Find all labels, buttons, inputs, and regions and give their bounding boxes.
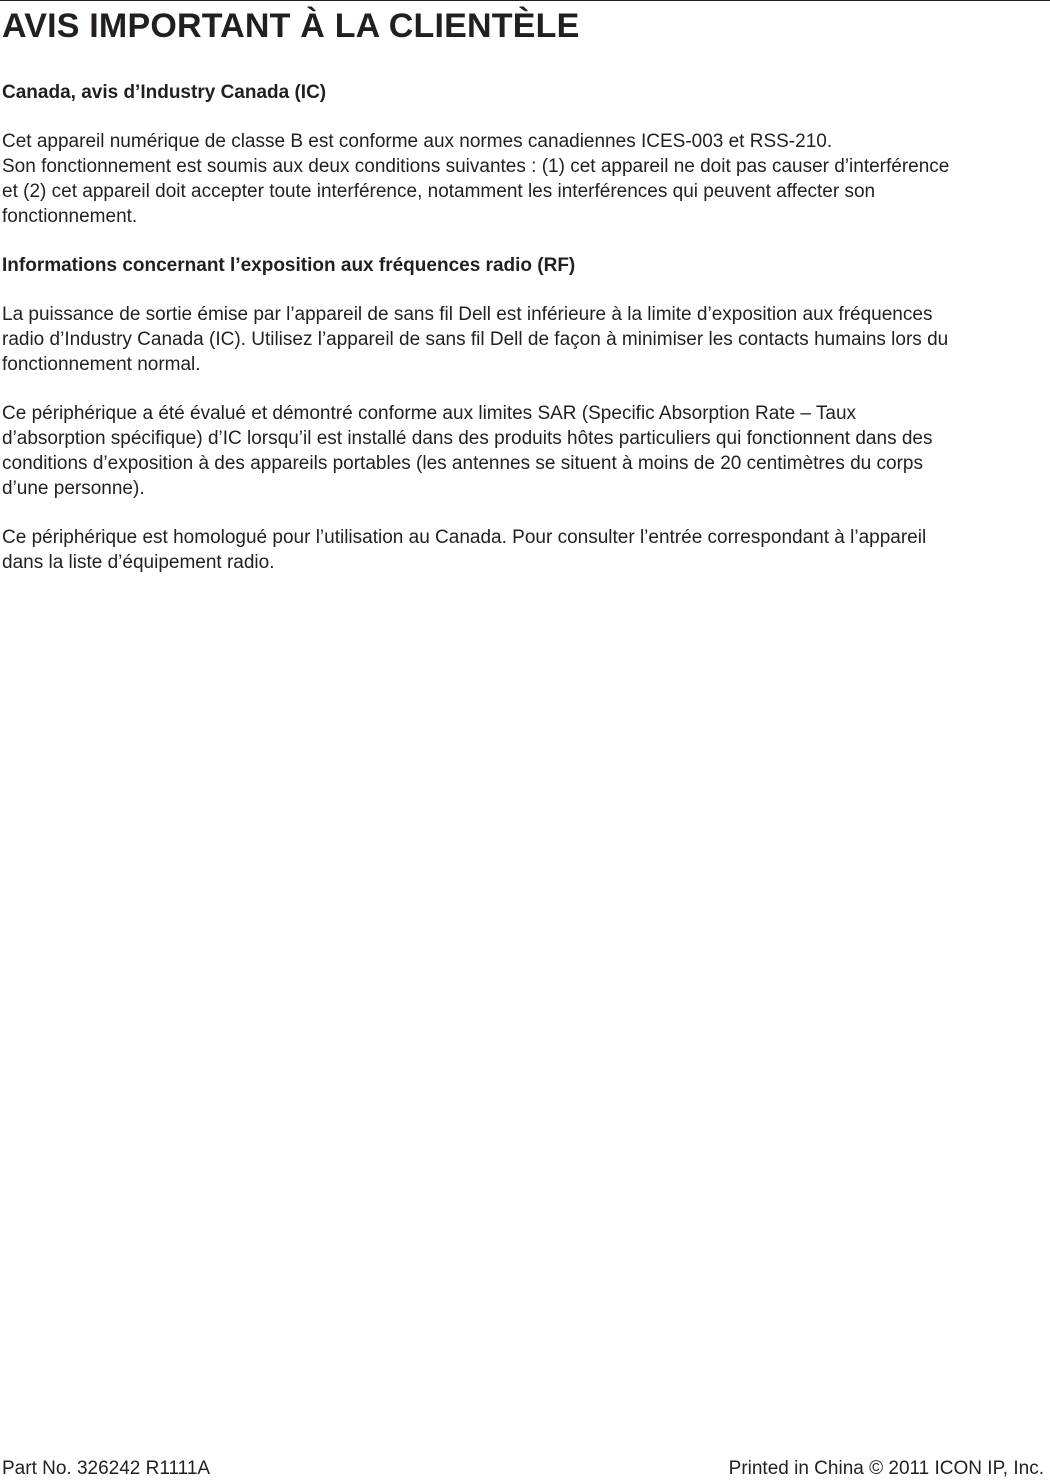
paragraph-rf-approval [2,525,1042,575]
page-title: AVIS IMPORTANT À LA CLIENTÈLE [2,7,580,45]
paragraph-rf-sar [2,401,1042,501]
text-line: d’une personne). [2,478,145,499]
footer-printed-copyright: Printed in China © 2011 ICON IP, Inc. [728,1458,1044,1479]
text-line: radio d’Industry Canada (IC). Utilisez l’appareil de sans fil Dell de façon à minimiser les contacts humains lors du [2,329,949,350]
footer-part-number: Part No. 326242 R1111A [2,1458,211,1479]
text-line: fonctionnement normal. [2,354,201,375]
text-line: fonctionnement. [2,206,138,227]
text-line: Son fonctionnement est soumis aux deux conditions suivantes : (1) cet appareil ne doit pas causer d’interférence [2,156,950,177]
text-line: dans la liste d’équipement radio. [2,552,275,573]
text-line: conditions d’exposition à des appareils portables (les antennes se situent à moins de 20 centimètres du corps [2,453,923,474]
top-rule [0,0,1050,1]
section-heading-rf: Informations concernant l’exposition aux fréquences radio (RF) [2,255,576,276]
paragraph-rf-output [2,302,1042,377]
text-line: d’absorption spécifique) d’IC lorsqu’il est installé dans des produits hôtes particuliers qui fonctionnent dans des [2,428,933,449]
text-line: Ce périphérique a été évalué et démontré conforme aux limites SAR (Specific Absorption Rate – Taux [2,403,857,424]
section-heading-ic: Canada, avis d’Industry Canada (IC) [2,82,327,103]
paragraph-ic-compliance [2,129,1042,229]
document-body [2,80,1042,599]
text-line: La puissance de sortie émise par l’appareil de sans fil Dell est inférieure à la limite d’exposition aux fréquences [2,304,933,325]
text-line: Cet appareil numérique de classe B est conforme aux normes canadiennes ICES-003 et RSS-210. [2,131,833,152]
text-line: et (2) cet appareil doit accepter toute interférence, notamment les interférences qui peuvent affecter son [2,181,876,202]
text-line: Ce périphérique est homologué pour l’utilisation au Canada. Pour consulter l’entrée correspondant à l’appareil [2,527,927,548]
